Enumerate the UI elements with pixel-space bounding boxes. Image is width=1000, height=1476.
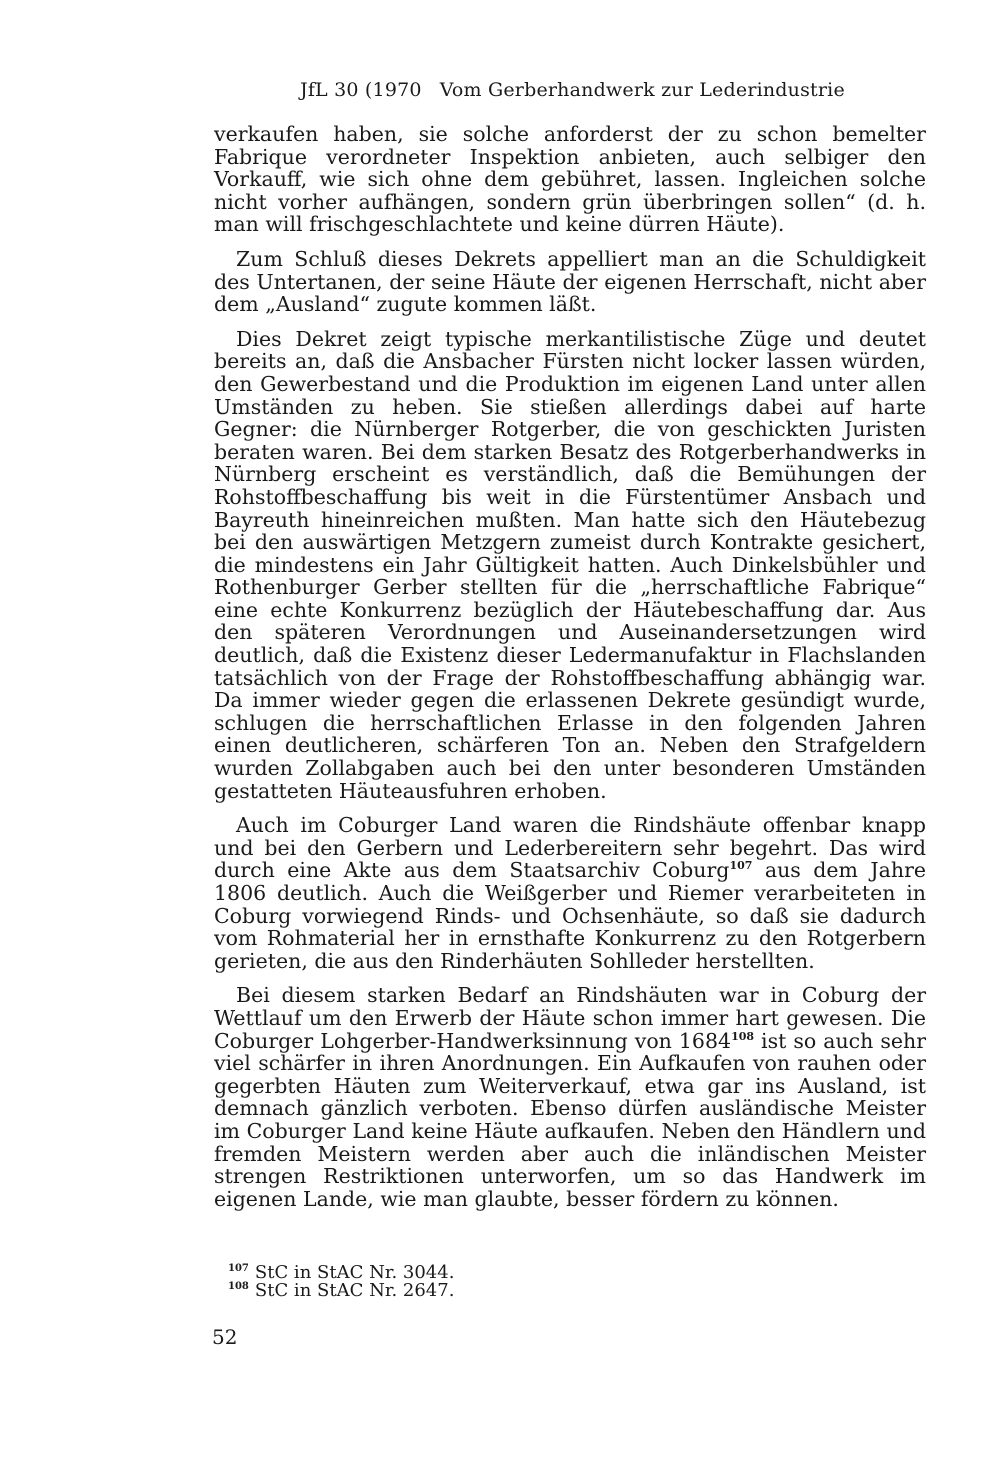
page-number: 52 [212,1325,238,1349]
footnote [228,1282,828,1300]
footnote-number: 108 [228,1281,249,1292]
journal-reference: JfL 30 (1970 [300,79,422,101]
paragraph-text: ist so auch sehr viel schärfer in ihren Anordnungen. Ein Aufkaufen von rauhen oder gegerbten Häuten zum Weiterverkauf, etwa gar ins Ausland, ist demnach gänzlich verboten. Ebenso dürfen ausländische Meister im Coburger Land keine Häute aufkaufen. Neben den Händlern und fremden Meistern werden aber auch die inländischen Meister strengen Restriktionen unterworfen, um so das Handwerk im eigenen Lande, wie man glaubte, besser fördern zu können. [214,1028,926,1211]
paragraph: Zum Schluß dieses Dekrets appelliert man an die Schuldigkeit des Untertanen, der seine Häute der eigenen Herrschaft, nicht aber dem „Ausland“ zugute kommen läßt. [214,246,926,317]
footnote-reference: 107 [729,859,753,873]
paragraph [214,814,926,972]
running-title: Vom Gerberhandwerk zur Lederindustrie [439,79,845,101]
footnote-text: StC in StAC Nr. 3044. [254,1262,455,1283]
footnote-number: 107 [228,1263,249,1274]
paragraph [214,984,926,1210]
paragraph-text: Bei diesem starken Bedarf an Rindshäuten war in Coburg der Wettlauf um den Erwerb der Häute schon immer hart gewesen. Die Coburger Lohgerber-Handwerksinnung von 1684 [214,983,926,1053]
footnote-text: StC in StAC Nr. 2647. [254,1280,455,1301]
paragraph-continued: verkaufen haben, sie solche anforderst der zu schon bemelter Fabrique verordneter Inspektion anbieten, auch selbiger den Vorkauff, wie sich ohne dem gebühret, lassen. Ingleichen solche nicht vorher aufhängen, sondern grün überbringen sollen“ (d. h. man will frischgeschlachtete und keine dürren Häute). [214,122,926,237]
footnote-reference: 108 [731,1029,755,1043]
paragraph-text: Auch im Coburger Land waren die Rindshäute offenbar knapp und bei den Gerbern und Lederbereitern sehr begehrt. Das wird durch eine Akte aus dem Staatsarchiv Coburg [214,813,926,883]
footnotes [228,1264,828,1300]
running-header [300,79,860,101]
paragraph-text: aus dem Jahre 1806 deutlich. Auch die Weißgerber und Riemer verarbeiteten in Coburg vorwiegend Rinds- und Ochsenhäute, so daß sie dadurch vom Rohmaterial her in ernsthafte Konkurrenz zu den Rotgerbern gerieten, die aus den Rinderhäuten Sohlleder herstellten. [214,858,926,973]
body-text [214,123,926,1222]
paragraph: Dies Dekret zeigt typische merkantilistische Züge und deutet bereits an, daß die Ansbacher Fürsten nicht locker lassen würden, den Gewerbestand und die Produktion im eigenen Land unter allen Umständen zu heben. Sie stießen allerdings dabei auf harte Gegner: die Nürnberger Rotgerber, die von geschickten Juristen beraten waren. Bei dem starken Besatz des Rotgerberhandwerks in Nürnberg erscheint es verständlich, daß die Bemühungen der Rohstoffbeschaffung bis weit in die Fürstentümer Ansbach und Bayreuth hineinreichen mußten. Man hatte sich den Häutebezug bei den auswärtigen Metzgern zumeist durch Kontrakte gesichert, die mindestens ein Jahr Gültigkeit hatten. Auch Dinkelsbühler und Rothenburger Gerber stellten für die „herrschaftliche Fabrique“ eine echte Konkurrenz bezüglich der Häutebeschaffung dar. Aus den späteren Verordnungen und Auseinandersetzungen wird deutlich, daß die Existenz dieser Ledermanufaktur in Flachslanden tatsächlich von der Frage der Rohstoffbeschaffung abhängig war. Da immer wieder gegen die erlassenen Dekrete gesündigt wurde, schlugen die herrschaftlichen Erlasse in den folgenden Jahren einen deutlicheren, schärferen Ton an. Neben den Strafgeldern wurden Zollabgaben auch bei den unter besonderen Umständen gestatteten Häuteausfuhren erhoben. [214,326,926,803]
